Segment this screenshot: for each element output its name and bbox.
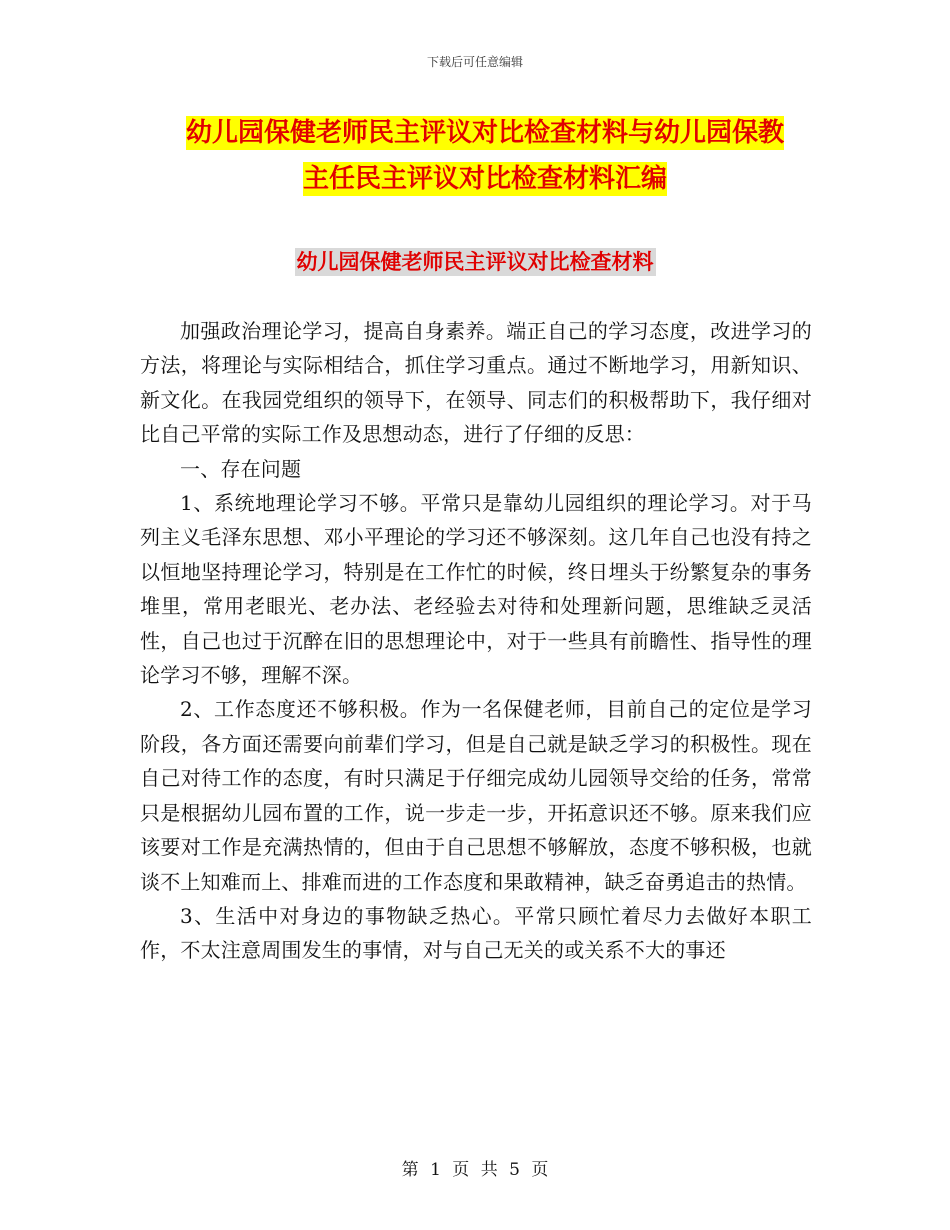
paragraph-item-1: 1、系统地理论学习不够。平常只是靠幼儿园组织的理论学习。对于马列主义毛泽东思想、邓小平理论的学习还不够深刻。这几年自己也没有持之以恒地坚持理论学习，特别是在工作忙的时候，终日埋头于纷繁复杂的事务堆里，常用老眼光、老办法、老经验去对待和处理新问题，思维缺乏灵活性，自己也过于沉醉在旧的思想理论中，对于一些具有前瞻性、指导性的理论学习不够，理解不深。 (140, 491, 812, 688)
section-title-text: 幼儿园保健老师民主评议对比检查材料 (296, 250, 654, 274)
paragraph-item-3: 3、生活中对身边的事物缺乏热心。平常只顾忙着尽力去做好本职工作，不太注意周围发生的事情，对与自己无关的或关系不大的事还 (140, 903, 812, 963)
document-title-line-2: 主任民主评议对比检查材料汇编 (302, 164, 667, 194)
section-title (0, 246, 950, 276)
document-body (140, 314, 812, 968)
paragraph-intro: 加强政治理论学习，提高自身素养。端正自己的学习态度，改进学习的方法，将理论与实际相结合，抓住学习重点。通过不断地学习，用新知识、新文化。在我园党组织的领导下，在领导、同志们的积极帮助下，我仔细对比自己平常的实际工作及思想动态，进行了仔细的反思： (140, 319, 812, 447)
paragraph-item-2: 2、工作态度还不够积极。作为一名保健老师，目前自己的定位是学习阶段，各方面还需要向前辈们学习，但是自己就是缺乏学习的积极性。现在自己对待工作的态度，有时只满足于仔细完成幼儿园领导交给的任务，常常只是根据幼儿园布置的工作，说一步走一步，开拓意识还不够。原来我们应该要对工作是充满热情的，但由于自己思想不够解放，态度不够积极，也就谈不上知难而上、排难而进的工作态度和果敢精神，缺乏奋勇追击的热情。 (140, 697, 812, 894)
page-footer: 第 1 页 共 5 页 (401, 1160, 549, 1180)
document-title (140, 110, 830, 202)
document-title-line-1: 幼儿园保健老师民主评议对比检查材料与幼儿园保教 (185, 118, 784, 148)
header-note: 下载后可任意编辑 (426, 55, 523, 69)
heading-existing-problems: 一、存在问题 (180, 456, 302, 481)
